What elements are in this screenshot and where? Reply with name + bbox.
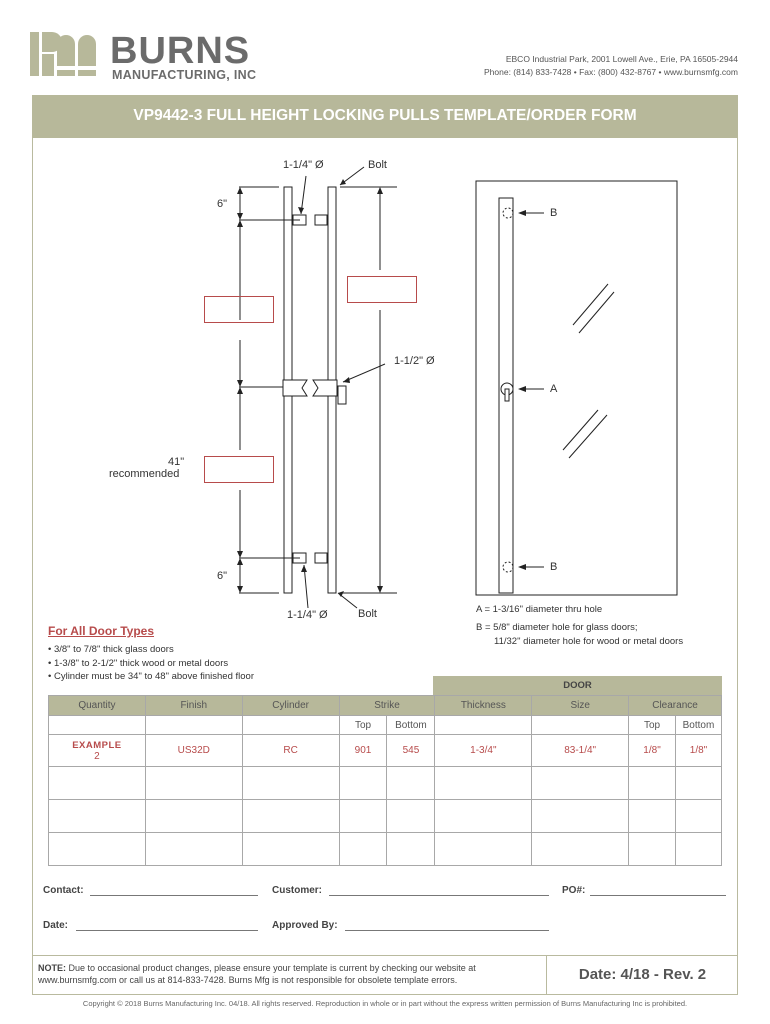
- header-quantity: Quantity: [49, 696, 146, 716]
- subheader-clear-top: Top: [629, 716, 676, 735]
- length-41-label: 41": [168, 456, 185, 468]
- top-diameter-label: 1-1/4" Ø: [283, 159, 324, 171]
- note-b1: B = 5/8" diameter hole for glass doors;: [476, 622, 638, 633]
- door-group-header: DOOR: [433, 676, 722, 695]
- example-quantity: 2: [94, 750, 100, 762]
- brand-name: BURNS: [110, 30, 251, 72]
- example-label: EXAMPLE: [72, 739, 122, 751]
- hole-a-label: A: [550, 383, 558, 395]
- right-input-box[interactable]: [347, 276, 417, 303]
- example-clear-top: 1/8": [629, 735, 676, 767]
- door-type-item: • Cylinder must be 34" to 48" above finished floor: [48, 670, 254, 684]
- top-left-input-box[interactable]: [204, 296, 274, 323]
- header-clearance: Clearance: [629, 696, 722, 716]
- table-row[interactable]: [49, 833, 722, 866]
- company-address: EBCO Industrial Park, 2001 Lowell Ave., Erie, PA 16505-2944: [505, 54, 738, 64]
- table-row[interactable]: [49, 767, 722, 800]
- door-type-item: • 3/8" to 7/8" thick glass doors: [48, 643, 254, 657]
- top-6-label: 6": [217, 198, 228, 210]
- date-field[interactable]: [76, 930, 258, 931]
- note-label: NOTE:: [38, 963, 66, 973]
- example-clear-bottom: 1/8": [675, 735, 721, 767]
- contact-field[interactable]: [90, 895, 258, 896]
- note-box: [32, 955, 547, 995]
- order-table: [48, 695, 722, 866]
- po-label: PO#:: [562, 885, 586, 896]
- approved-label: Approved By:: [272, 920, 338, 931]
- bottom-diameter-label: 1-1/4" Ø: [287, 609, 328, 621]
- example-quantity-cell: [49, 735, 146, 767]
- customer-field[interactable]: [329, 895, 549, 896]
- example-strike-top: 901: [339, 735, 387, 767]
- subheader-clear-bottom: Bottom: [675, 716, 721, 735]
- bottom-6-label: 6": [217, 570, 228, 582]
- table-subheader-row: [49, 716, 722, 735]
- bottom-bolt-label: Bolt: [358, 608, 377, 620]
- example-strike-bottom: 545: [387, 735, 435, 767]
- brand-subtitle: MANUFACTURING, INC: [112, 68, 257, 82]
- bottom-left-input-box[interactable]: [204, 456, 274, 483]
- header-thickness: Thickness: [435, 696, 532, 716]
- top-bolt-label: Bolt: [368, 159, 387, 171]
- door-types-list: [48, 643, 254, 684]
- door-type-item: • 1-3/8" to 2-1/2" thick wood or metal doors: [48, 657, 254, 671]
- subheader-strike-top: Top: [339, 716, 387, 735]
- hole-b-bottom-label: B: [550, 561, 558, 573]
- door-types-heading: For All Door Types: [48, 624, 155, 638]
- mid-diameter-label: 1-1/2" Ø: [394, 355, 435, 367]
- example-thickness: 1-3/4": [435, 735, 532, 767]
- company-phone: Phone: (814) 833-7428 • Fax: (800) 432-8767 • www.burnsmfg.com: [483, 67, 738, 77]
- note-b2: 11/32" diameter hole for wood or metal doors: [494, 636, 684, 647]
- form-title: VP9442-3 FULL HEIGHT LOCKING PULLS TEMPLATE/ORDER FORM: [133, 107, 637, 124]
- revision-date: Date: 4/18 - Rev. 2: [547, 955, 738, 995]
- header-strike: Strike: [339, 696, 435, 716]
- note-text: Due to occasional product changes, please ensure your template is current by checking our website at www.burnsmfg.com or call us at 814-833-7428. Burns Mfg is not responsible for obsolete template errors.: [38, 963, 476, 985]
- header-cylinder: Cylinder: [242, 696, 339, 716]
- po-field[interactable]: [590, 895, 726, 896]
- contact-label: Contact:: [43, 885, 84, 896]
- example-cylinder: RC: [242, 735, 339, 767]
- hole-b-top-label: B: [550, 207, 558, 219]
- subheader-strike-bottom: Bottom: [387, 716, 435, 735]
- header-finish: Finish: [145, 696, 242, 716]
- approved-field[interactable]: [345, 930, 549, 931]
- recommended-label: recommended: [109, 468, 180, 480]
- table-header-row: [49, 696, 722, 716]
- copyright-text: Copyright © 2018 Burns Manufacturing Inc. 04/18. All rights reserved. Reproduction in whole or in part without the express written permission of Burns Manufacturing Inc is prohibited.: [82, 999, 688, 1008]
- date-label: Date:: [43, 920, 69, 931]
- header-size: Size: [532, 696, 629, 716]
- example-row: [49, 735, 722, 767]
- note-a: A = 1-3/16" diameter thru hole: [476, 604, 603, 615]
- table-row[interactable]: [49, 800, 722, 833]
- example-finish: US32D: [145, 735, 242, 767]
- example-size: 83-1/4": [532, 735, 629, 767]
- customer-label: Customer:: [272, 885, 323, 896]
- hole-notes: [476, 602, 683, 648]
